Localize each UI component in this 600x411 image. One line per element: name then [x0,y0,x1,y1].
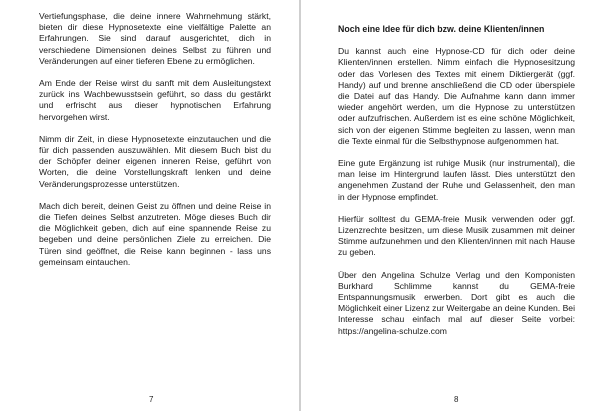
paragraph: Am Ende der Reise wirst du sanft mit dem Ausleitungstext zurück ins Wachbewusstsein geführt, so dass du gestärkt und erfrischt aus dieser hypnotischen Erfahrung hervorgehen wirst. [39,78,271,122]
page-number: 8 [454,395,459,404]
left-page-text [39,11,271,279]
right-page [301,0,600,411]
page-number: 7 [149,395,154,404]
paragraph: Du kannst auch eine Hypnose-CD für dich oder deine Klienten/innen erstellen. Nimm einfach die Hypnosesitzung oder das Vorlesen des Textes mit einem Diktiergerät (ggf. Handy) auf und brenne anschließend die CD oder überspiele die Datei auf das Handy. Die Aufnahme kann dann immer wieder angehört werden, um die Hypnose zu unterstützen oder aufzufrischen. Außerdem ist es eine schöne Möglichkeit, sich von der eigenen Stimme begleiten zu lassen, wenn man die Texte einmal für die Selbsthypnose aufgenommen hat. [338,46,575,146]
paragraph: Vertiefungsphase, die deine innere Wahrnehmung stärkt, bieten dir diese Hypnosetexte eine vielfältige Palette an Erfahrungen. Sie sind darauf ausgerichtet, dich in verschiedene Dimensionen deines Selbst zu führen und Veränderungen auf einer tieferen Ebene zu ermöglichen. [39,11,271,66]
section-heading: Noch eine Idee für dich bzw. deine Klienten/innen [338,24,545,34]
paragraph: Hierfür solltest du GEMA-freie Musik verwenden oder ggf. Lizenzrechte besitzen, um diese Musik zusammen mit deiner Stimme aufzunehmen und den Klienten/innen mit nach Hause zu geben. [338,213,575,258]
paragraph: Über den Angelina Schulze Verlag und den Komponisten Burkhard Schlimme kannst du GEMA-freie Entspannungsmusik erwerben. Dort gibt es auch die Möglichkeit einer Lizenz zur Weitergabe an deine Kunden. Bei Interesse schau einfach mal auf dieser Seite vorbei: https://angelina-schulze.com [338,269,575,336]
paragraph: Eine gute Ergänzung ist ruhige Musik (nur instrumental), die man leise im Hintergrund laufen lässt. Dies unterstützt den angenehmen Zustand der Ruhe und Gelassenheit, den man in der Hypnose empfindet. [338,158,575,202]
paragraph: Nimm dir Zeit, in diese Hypnosetexte einzutauchen und die für dich passenden auszuwählen. Mit diesem Buch bist du der Schöpfer deiner eigenen inneren Reise, geführt von Worten, die deine Vorstellungskraft lenken und deine Veränderungsprozesse unterstützen. [39,133,271,189]
left-page [0,0,299,411]
paragraph: Mach dich bereit, deinen Geist zu öffnen und deine Reise in die Tiefen deines Selbst anzutreten. Möge dieses Buch dir die Möglichkeit geben, dich auf eine spannende Reise zu begeben und deine persönlichen Ziele zu erreichen. Die Türen sind geöffnet, die Reise kann beginnen - lass uns gemeinsam eintauchen. [39,200,271,267]
right-page-text [338,24,575,348]
